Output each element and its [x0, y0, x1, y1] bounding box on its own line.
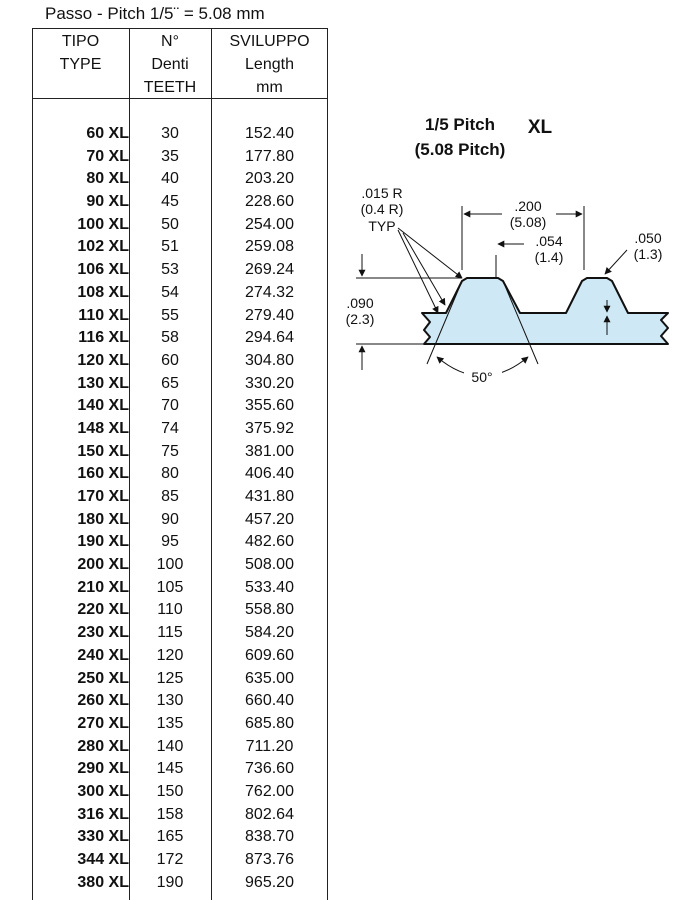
teeth-cell: 95 [161, 533, 179, 551]
type-cell: 344 XL [77, 851, 129, 868]
teeth-cell: 70 [161, 397, 179, 415]
type-cell: 108 XL [77, 283, 129, 301]
tooth-height-mm-label: (1.4) [534, 249, 564, 265]
teeth-cell: 50 [161, 215, 179, 233]
length-cell: 508.00 [245, 556, 294, 574]
type-cell: 220 XL [77, 601, 129, 619]
pitch-inch-label: .200 [514, 198, 542, 214]
teeth-cell: 30 [161, 125, 179, 142]
teeth-cell: 130 [156, 692, 184, 710]
radius-inch-label: .015 R [361, 185, 403, 201]
length-cell: 838.70 [245, 828, 294, 846]
teeth-cell: 90 [161, 510, 179, 528]
length-cell: 609.60 [245, 646, 294, 664]
type-cell: 180 XL [77, 510, 129, 528]
type-cell: 210 XL [77, 578, 129, 596]
header-line: Length [245, 56, 294, 73]
header-line: N° [161, 33, 179, 50]
type-cell: 280 XL [77, 737, 129, 755]
type-cell: 330 XL [77, 828, 129, 846]
length-cell: 482.60 [245, 533, 294, 551]
length-cell: 279.40 [245, 306, 294, 324]
length-cell: 762.00 [245, 782, 294, 800]
type-cell: 250 XL [77, 669, 129, 687]
teeth-cell: 74 [161, 419, 179, 437]
pitch-mm-label: (5.08) [509, 214, 547, 230]
teeth-cell: 110 [157, 601, 183, 619]
type-cell: 116 XL [78, 329, 129, 347]
back-thickness-leader [605, 250, 627, 274]
type-cell: 148 XL [77, 419, 129, 437]
teeth-cell: 115 [157, 624, 183, 642]
teeth-cell: 145 [156, 760, 184, 778]
teeth-cell: 190 [156, 873, 184, 891]
teeth-cell: 65 [161, 374, 179, 392]
length-cell: 558.80 [245, 601, 294, 619]
type-cell: 140 XL [77, 397, 129, 415]
teeth-cell: 40 [161, 170, 179, 188]
length-cell: 406.40 [245, 465, 294, 483]
teeth-cell: 125 [156, 669, 184, 687]
length-cell: 330.20 [245, 374, 294, 392]
teeth-cell: 53 [161, 261, 179, 279]
back-thickness-inch-label: .050 [634, 230, 662, 246]
header-line: TIPO [61, 33, 100, 50]
angle-label: 50° [471, 369, 493, 385]
type-cell: 160 XL [77, 465, 129, 483]
teeth-cell: 45 [161, 193, 179, 211]
teeth-cell: 35 [161, 147, 179, 165]
length-cell: 152.40 [245, 125, 294, 142]
header-line: SVILUPPO [229, 33, 310, 50]
length-cell: 274.32 [245, 283, 294, 301]
header-line: TYPE [59, 56, 102, 73]
diagram-type-label: XL [527, 117, 553, 138]
type-cell: 170 XL [77, 488, 129, 505]
length-cell: 294.64 [245, 329, 294, 347]
header-line: mm [256, 79, 283, 96]
type-cell: 106 XL [77, 261, 129, 279]
type-cell: 190 XL [77, 533, 129, 551]
length-cell: 660.40 [245, 692, 294, 710]
diagram-title-line1: 1/5 Pitch [425, 115, 495, 134]
radius-mm-label: (0.4 R) [360, 201, 404, 217]
length-cell: 203.20 [245, 170, 294, 188]
type-cell: 90 XL [86, 193, 129, 211]
length-cell: 635.00 [245, 669, 294, 687]
length-cell: 259.08 [245, 238, 294, 256]
teeth-cell: 150 [156, 782, 184, 800]
teeth-cell: 80 [161, 465, 179, 483]
radius-leader [398, 230, 438, 313]
type-cell: 110 XL [78, 306, 129, 324]
header-line: Denti [151, 56, 189, 73]
type-cell: 260 XL [77, 692, 129, 710]
teeth-cell: 120 [156, 646, 184, 664]
type-cell: 60 XL [86, 125, 129, 142]
teeth-cell: 105 [156, 578, 184, 596]
teeth-cell: 55 [161, 306, 179, 324]
length-cell: 873.76 [245, 851, 294, 868]
teeth-cell: 60 [161, 351, 179, 369]
length-cell: 269.24 [245, 261, 294, 279]
type-cell: 316 XL [77, 805, 129, 823]
type-cell: 300 XL [77, 782, 129, 800]
header-line: TEETH [143, 79, 197, 96]
length-cell: 431.80 [245, 488, 294, 505]
type-cell: 240 XL [77, 646, 129, 664]
tooth-height-inch-label: .054 [535, 233, 563, 249]
length-cell: 736.60 [245, 760, 294, 778]
length-cell: 228.60 [245, 193, 294, 211]
teeth-cell: 54 [161, 283, 179, 301]
length-cell: 685.80 [245, 714, 294, 732]
teeth-cell: 58 [161, 329, 179, 347]
length-cell: 533.40 [245, 578, 294, 596]
radius-typ-label: TYP [368, 218, 396, 234]
type-cell: 70 XL [86, 147, 129, 165]
overall-inch-label: .090 [346, 295, 374, 311]
teeth-cell: 75 [161, 442, 179, 460]
teeth-cell: 135 [156, 714, 184, 732]
teeth-cell: 140 [156, 737, 184, 755]
table-header-title: Passo - Pitch 1/5¨ = 5.08 mm [45, 4, 265, 23]
type-cell: 380 XL [77, 873, 129, 891]
length-cell: 381.00 [245, 442, 294, 460]
type-cell: 80 XL [86, 170, 129, 188]
length-cell: 965.20 [245, 873, 294, 891]
teeth-cell: 158 [156, 805, 184, 823]
teeth-cell: 51 [161, 238, 179, 256]
length-cell: 802.64 [245, 805, 294, 823]
overall-mm-label: (2.3) [345, 311, 375, 327]
teeth-cell: 165 [156, 828, 184, 846]
type-cell: 230 XL [77, 624, 129, 642]
back-thickness-mm-label: (1.3) [633, 246, 663, 262]
type-cell: 270 XL [77, 714, 129, 732]
type-cell: 150 XL [77, 442, 129, 460]
teeth-cell: 85 [161, 488, 179, 505]
length-cell: 457.20 [245, 510, 294, 528]
type-cell: 102 XL [77, 238, 129, 256]
type-cell: 130 XL [77, 374, 129, 392]
type-cell: 120 XL [77, 351, 129, 369]
radius-leader [398, 228, 462, 278]
length-cell: 584.20 [245, 624, 294, 642]
length-cell: 375.92 [245, 419, 294, 437]
diagram-title-line2: (5.08 Pitch) [414, 140, 506, 159]
length-cell: 711.20 [245, 737, 294, 755]
teeth-cell: 172 [156, 851, 184, 868]
type-cell: 100 XL [77, 215, 129, 233]
teeth-cell: 100 [156, 556, 184, 574]
length-cell: 355.60 [245, 397, 294, 415]
length-cell: 177.80 [245, 147, 294, 165]
type-cell: 200 XL [77, 556, 129, 574]
type-cell: 290 XL [77, 760, 129, 778]
radius-leader [403, 233, 445, 305]
length-cell: 304.80 [245, 351, 294, 369]
length-cell: 254.00 [245, 215, 294, 233]
